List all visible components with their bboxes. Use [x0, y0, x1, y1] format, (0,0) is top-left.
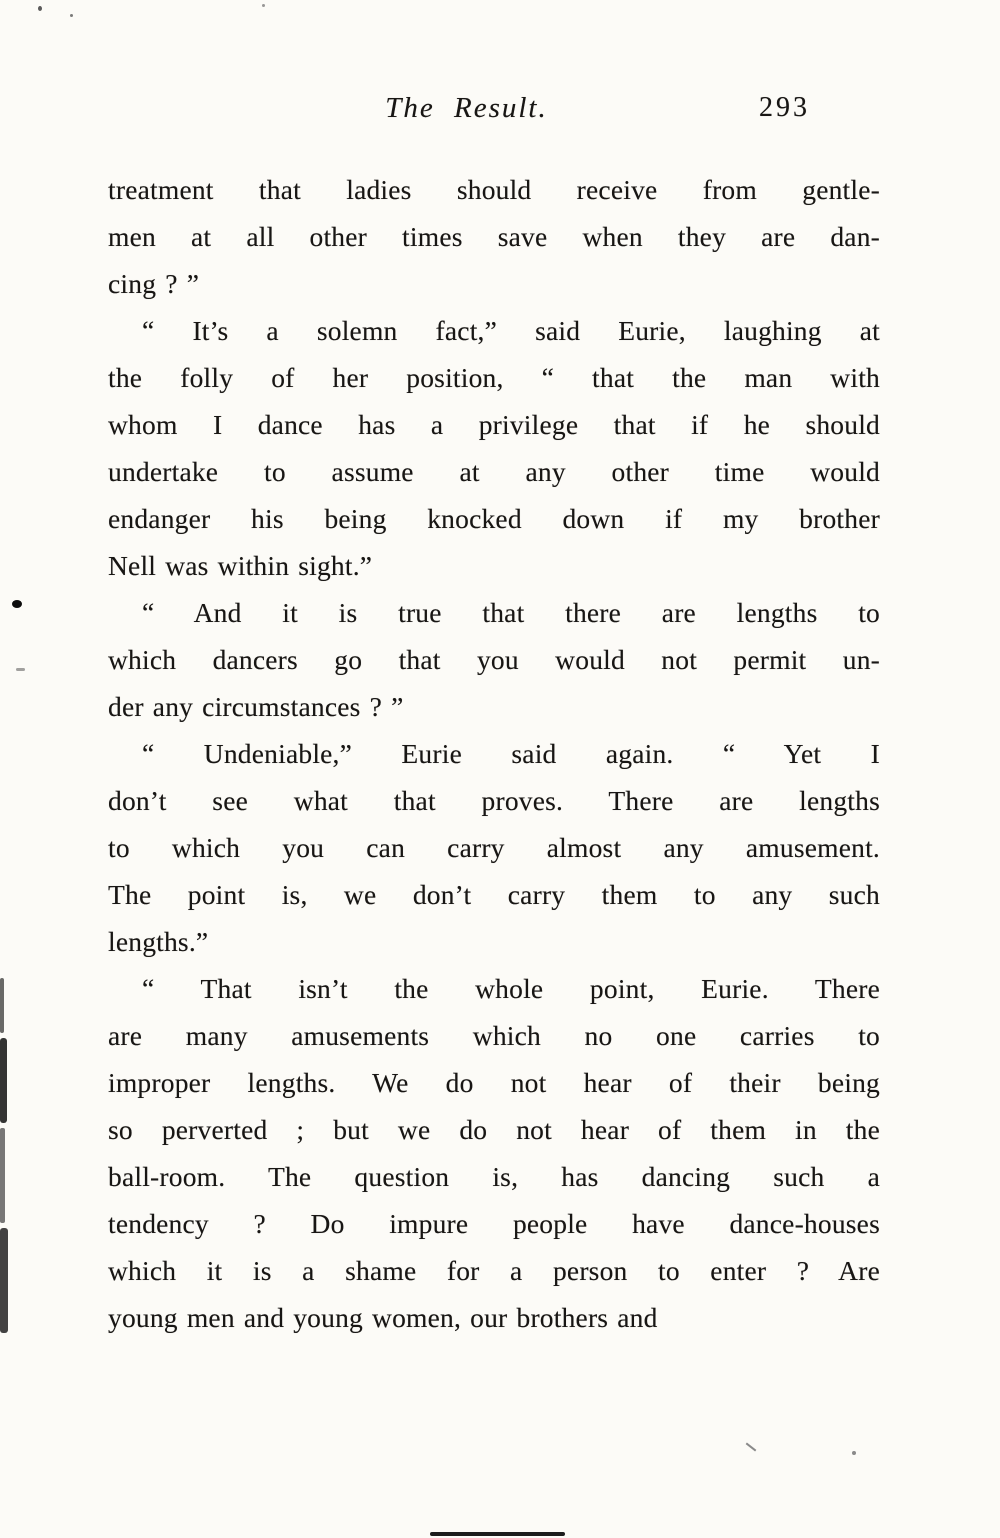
text-line: tendency ? Do impure people have dance-houses — [108, 1208, 880, 1239]
edge-streak-artifact — [0, 978, 4, 1033]
text-line: ball-room. The question is, has dancing such a — [108, 1161, 880, 1192]
page-header — [108, 92, 880, 134]
text-line: to which you can carry almost any amusement. — [108, 832, 880, 863]
text-line: cing ? ” — [108, 268, 200, 299]
paragraph — [108, 307, 880, 589]
text-line: don’t see what that proves. There are lengths — [108, 785, 880, 816]
paragraph — [108, 965, 880, 1341]
pencil-mark-artifact — [746, 1443, 757, 1452]
text-line: improper lengths. We do not hear of their being — [108, 1067, 880, 1098]
paragraph — [108, 589, 880, 730]
text-line: young men and young women, our brothers and — [108, 1302, 658, 1333]
text-line: undertake to assume at any other time would — [108, 456, 880, 487]
text-line: are many amusements which no one carries to — [108, 1020, 880, 1051]
speck-artifact — [852, 1451, 856, 1455]
text-line: men at all other times save when they are dan- — [108, 221, 880, 252]
speck-artifact — [70, 14, 73, 17]
text-line: “ And it is true that there are lengths to — [142, 597, 880, 628]
edge-streak-artifact — [0, 1228, 8, 1333]
speck-artifact — [262, 4, 265, 7]
paragraph — [108, 730, 880, 965]
text-line: der any circumstances ? ” — [108, 691, 404, 722]
text-line: so perverted ; but we do not hear of them in the — [108, 1114, 880, 1145]
text-line: treatment that ladies should receive from gentle- — [108, 174, 880, 205]
text-line: which dancers go that you would not permit un- — [108, 644, 880, 675]
text-line: endanger his being knocked down if my brother — [108, 503, 880, 534]
page-number: 293 — [759, 92, 810, 123]
speck-artifact — [38, 6, 42, 11]
edge-streak-artifact — [0, 1038, 7, 1123]
text-line: “ That isn’t the whole point, Eurie. There — [142, 973, 880, 1004]
text-line: Nell was within sight.” — [108, 550, 373, 581]
text-line: which it is a shame for a person to enter ? Are — [108, 1255, 880, 1286]
bottom-edge-artifact — [430, 1532, 565, 1536]
text-line: The point is, we don’t carry them to any such — [108, 879, 880, 910]
text-line: lengths.” — [108, 926, 209, 957]
paragraph — [108, 166, 880, 307]
ink-dot-artifact — [12, 600, 22, 608]
text-line: the folly of her position, “ that the man with — [108, 362, 880, 393]
page-text — [108, 166, 880, 1341]
edge-streak-artifact — [0, 1128, 5, 1223]
text-line: “ It’s a solemn fact,” said Eurie, laughing at — [142, 315, 880, 346]
running-title: The Result. — [385, 92, 548, 124]
text-line: “ Undeniable,” Eurie said again. “ Yet I — [142, 738, 880, 769]
text-line: whom I dance has a privilege that if he should — [108, 409, 880, 440]
dash-artifact — [16, 668, 25, 671]
